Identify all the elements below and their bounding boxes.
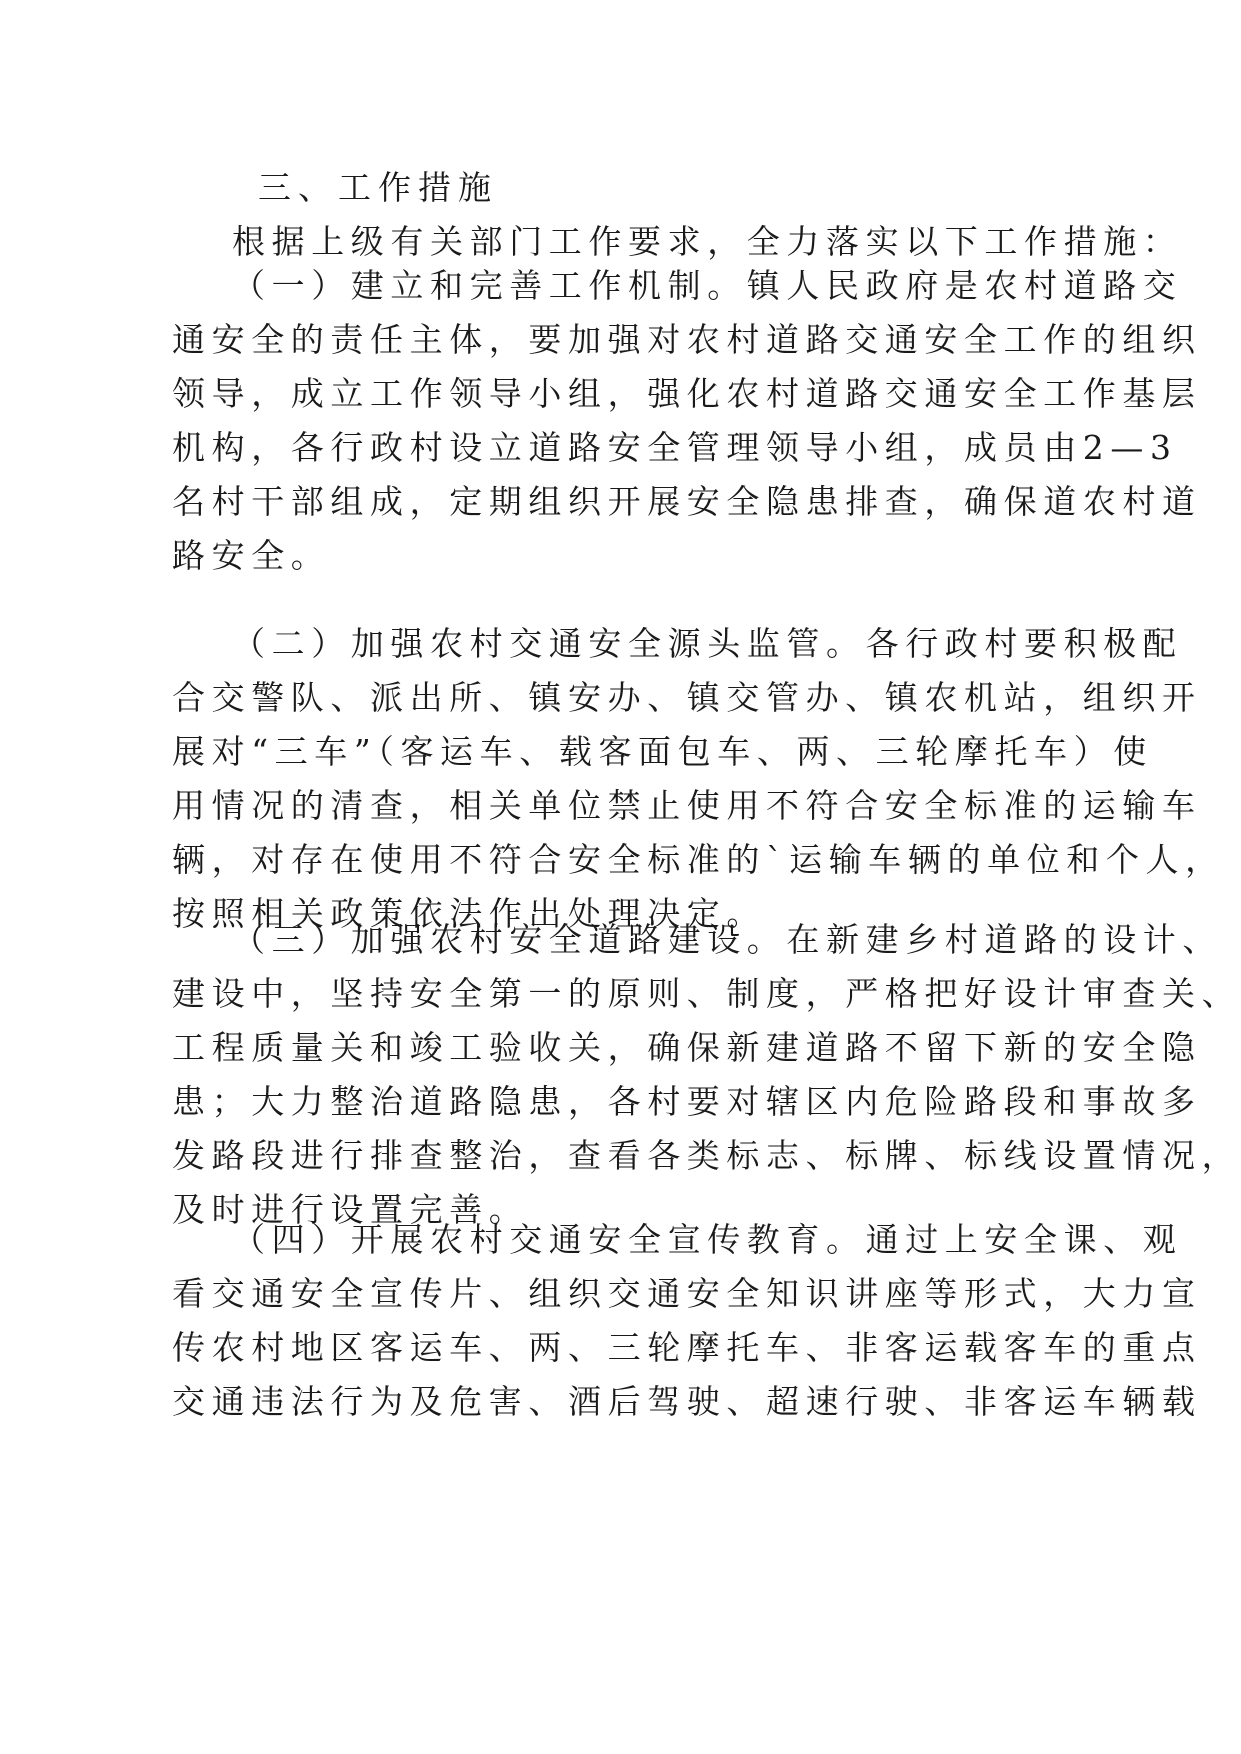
- paragraph-line: 传农村地区客运车、两、三轮摩托车、非客运载客车的重点: [172, 1328, 1202, 1367]
- paragraph-line: 建设中，坚持安全第一的原则、制度，严格把好设计审查关、: [172, 974, 1241, 1013]
- section-heading: 三、工作措施: [258, 168, 498, 207]
- paragraph-line: 合交警队、派出所、镇安办、镇交管办、镇农机站，组织开: [172, 678, 1202, 717]
- paragraph-line: 辆，对存在使用不符合安全标准的`运输车辆的单位和个人，: [172, 840, 1225, 879]
- paragraph-line: 机构，各行政村设立道路安全管理领导小组，成员由2—3: [172, 428, 1178, 467]
- paragraph-line: 用情况的清查，相关单位禁止使用不符合安全标准的运输车: [172, 786, 1202, 825]
- paragraph-line: 通安全的责任主体，要加强对农村道路交通安全工作的组织: [172, 320, 1202, 359]
- paragraph-line: 路安全。: [172, 536, 331, 575]
- paragraph-first-line: （四）开展农村交通安全宣传教育。通过上安全课、观: [232, 1220, 1183, 1259]
- paragraph-first-line: （三）加强农村安全道路建设。在新建乡村道路的设计、: [232, 920, 1222, 959]
- paragraph-line: 交通违法行为及危害、酒后驾驶、超速行驶、非客运车辆载: [172, 1382, 1202, 1421]
- paragraph-first-line: （一）建立和完善工作机制。镇人民政府是农村道路交: [232, 266, 1183, 305]
- paragraph-line: 工程质量关和竣工验收关，确保新建道路不留下新的安全隐: [172, 1028, 1202, 1067]
- paragraph-line: 展对“三车”（客运车、载客面包车、两、三轮摩托车）使: [172, 732, 1153, 771]
- paragraph-first-line: 根据上级有关部门工作要求，全力落实以下工作措施：: [232, 222, 1183, 261]
- paragraph-line: 发路段进行排查整治，查看各类标志、标牌、标线设置情况，: [172, 1136, 1241, 1175]
- paragraph-line: 名村干部组成，定期组织开展安全隐患排查，确保道农村道: [172, 482, 1202, 521]
- paragraph-first-line: （二）加强农村交通安全源头监管。各行政村要积极配: [232, 624, 1183, 663]
- paragraph-line: 领导，成立工作领导小组，强化农村道路交通安全工作基层: [172, 374, 1202, 413]
- paragraph-line: 及时进行设置完善。: [172, 1190, 529, 1229]
- paragraph-line: 看交通安全宣传片、组织交通安全知识讲座等形式，大力宣: [172, 1274, 1202, 1313]
- paragraph-line: 按照相关政策依法作出处理决定。: [172, 894, 766, 933]
- paragraph-line: 患；大力整治道路隐患，各村要对辖区内危险路段和事故多: [172, 1082, 1202, 1121]
